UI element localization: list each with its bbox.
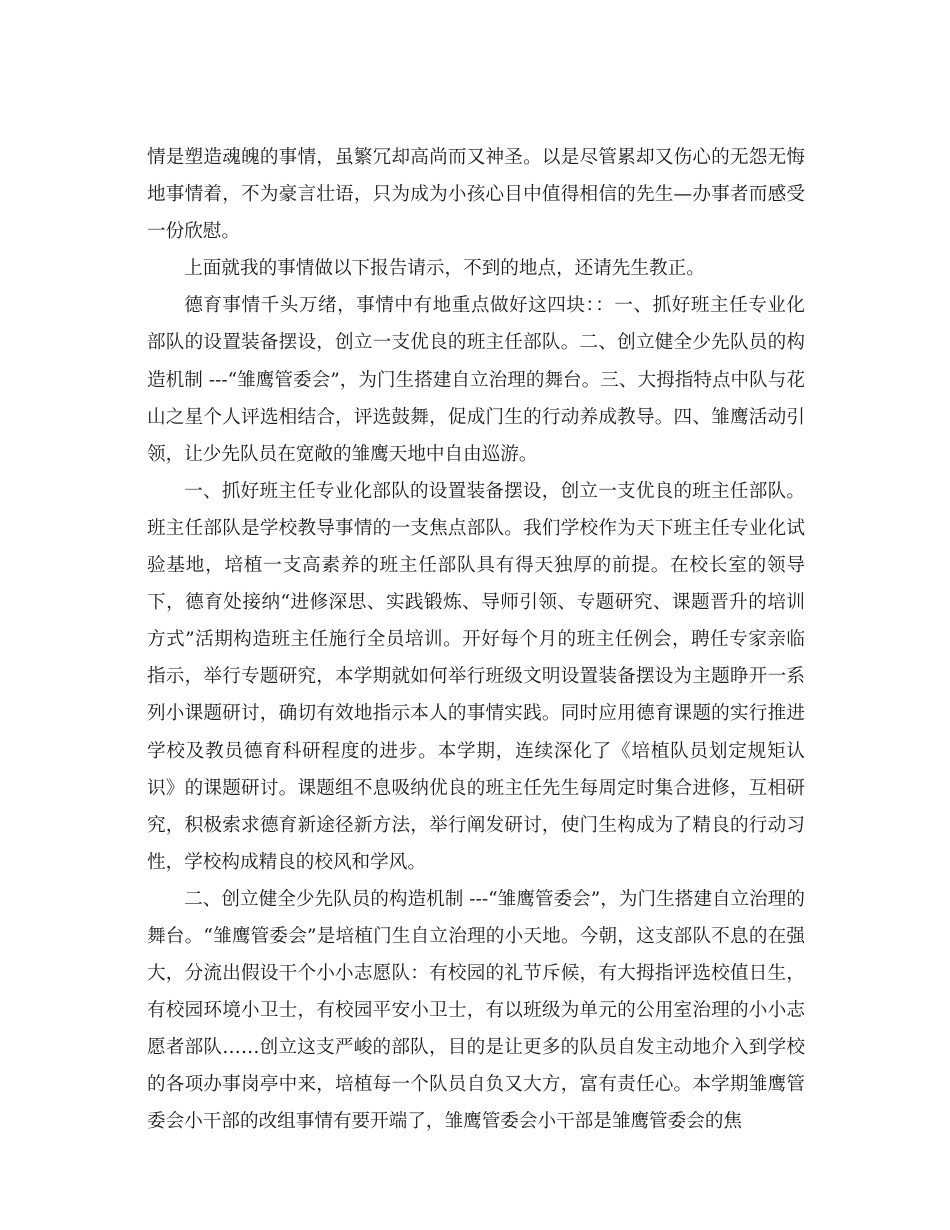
paragraph-section-one: 一、抓好班主任专业化部队的设置装备摆设，创立一支优良的班主任部队。班主任部队是学校教导事情的一支焦点部队。我们学校作为天下班主任专业化试验基地，培植一支高素养的班主任部队具有得天独厚的前提。在校长室的领导下，德育处接纳“进修深思、实践锻炼、导师引领、专题研究、课题晋升的培训方式”活期构造班主任施行全员培训。开好每个月的班主任例会，聘任专家亲临指示，举行专题研究，本学期就如何举行班级文明设置装备摆设为主题睁开一系列小课题研讨，确切有效地指示本人的事情实践。同时应用德育课题的实行推进学校及教员德育科研程度的进步。本学期，连续深化了《培植队员划定规矩认识》的课题研讨。课题组不息吸纳优良的班主任先生每周定时集合进修，互相研究，积极索求德育新途径新方法，举行阐发研讨，使门生构成为了精良的行动习性，学校构成精良的校风和学风。 (147, 480, 805, 873)
paragraph-report-intro: 上面就我的事情做以下报告请示，不到的地点，还请先生教正。 (184, 258, 705, 280)
paragraph-section-two: 二、创立健全少先队员的构造机制 ---“雏鹰管委会”，为门生搭建自立治理的舞台。“雏鹰管委会”是培植门生自立治理的小天地。今朝，这支部队不息的在强大，分流出假设干个小小志愿队：有校园的礼节斥候，有大拇指评选校值日生，有校园环境小卫士，有校园平安小卫士，有以班级为单元的公用室治理的小小志愿者部队……创立这支严峻的部队，目的是让更多的队员自发主动地介入到学校的各项办事岗亭中来，培植每一个队员自负又大方，富有责任心。本学期雏鹰管委会小干部的改组事情有要开端了，雏鹰管委会小干部是雏鹰管委会的焦 (147, 888, 805, 1133)
document-body (147, 139, 805, 1141)
paragraph-overview: 德育事情千头万绪，事情中有地重点做好这四块：：一、抓好班主任专业化部队的设置装备摆设，创立一支优良的班主任部队。二、创立健全少先队员的构造机制 ---“雏鹰管委会”，为门生搭建自立治理的舞台。三、大拇指特点中队与花山之星个人评选相结合，评选鼓舞，促成门生的行动养成教导。四、雏鹰活动引领，让少先队员在宽敞的雏鹰天地中自由巡游。 (147, 295, 805, 465)
paragraph-continuation: 情是塑造魂魄的事情，虽繁冗却高尚而又神圣。以是尽管累却又伤心的无怨无悔地事情着，不为豪言壮语，只为成为小孩心目中值得相信的先生—办事者而感受一份欣慰。 (147, 147, 805, 243)
